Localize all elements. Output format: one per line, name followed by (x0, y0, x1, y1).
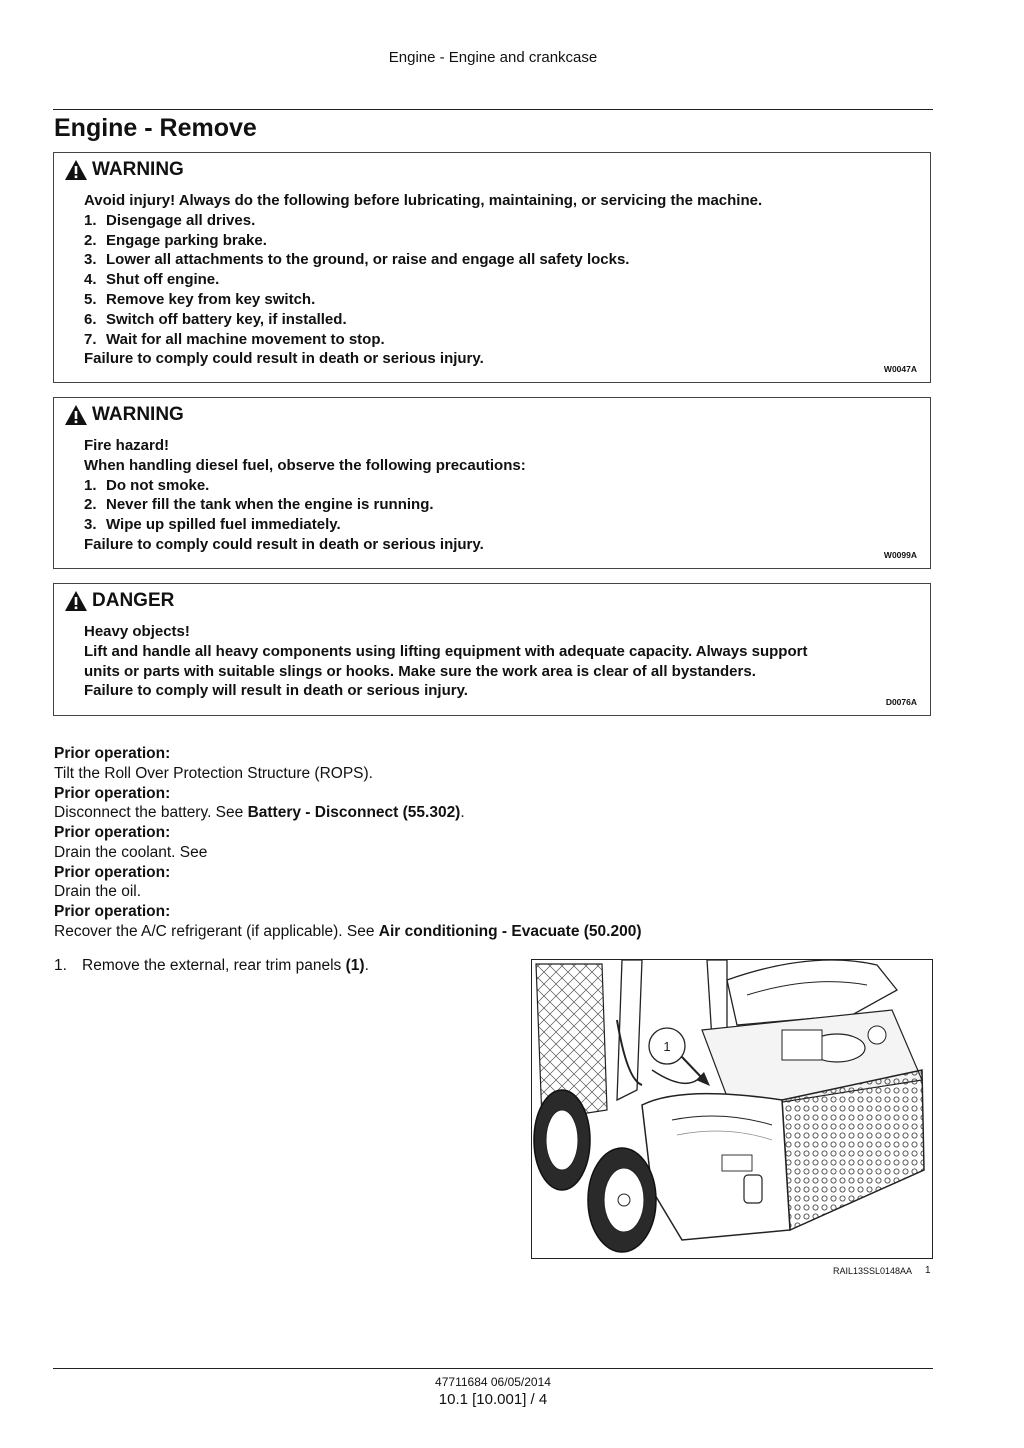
prior-label: Prior operation: (54, 863, 171, 881)
box-line: Heavy objects! (84, 623, 190, 640)
box-line: When handling diesel fuel, observe the following precautions: (84, 456, 526, 474)
footer-page-number: 10.1 [10.001] / 4 (438, 1391, 548, 1408)
callout-arrow (682, 1057, 702, 1078)
cross-reference-link[interactable]: Air conditioning - Evacuate (50.200) (378, 922, 642, 940)
box-type-label: WARNING (92, 404, 184, 425)
prior-label: Prior operation: (54, 745, 171, 762)
list-item: 2. Engage parking brake. (84, 231, 267, 249)
list-item: 5. Remove key from key switch. (84, 290, 316, 308)
header-rule (53, 109, 933, 110)
danger-box (53, 583, 931, 716)
box-line: units or parts with suitable slings or hooks. Make sure the work area is clear of all bystanders. (84, 662, 756, 680)
warning-box-2 (53, 397, 931, 569)
warning-triangle-icon (64, 590, 88, 612)
list-item: 3. Lower all attachments to the ground, or raise and engage all safety locks. (84, 251, 630, 269)
prior-text: Tilt the Roll Over Protection Structure (ROPS). (54, 764, 373, 782)
prior-label: Prior operation: (54, 824, 171, 841)
callout-number: 1 (663, 1039, 671, 1054)
warning-triangle-icon (64, 159, 88, 181)
list-item: 3. Wipe up spilled fuel immediately. (84, 516, 341, 534)
list-item: 1. Disengage all drives. (84, 211, 256, 229)
prior-text: Drain the oil. (54, 883, 142, 901)
warning-box-1 (53, 152, 931, 383)
prior-label: Prior operation: (54, 903, 171, 920)
cross-reference-link[interactable]: Battery - Disconnect (55.302) (247, 804, 461, 822)
box-line: Avoid injury! Always do the following before lubricating, maintaining, or servicing the machine. (84, 192, 763, 209)
box-footer: Failure to comply will result in death or serious injury. (84, 682, 468, 700)
figure-caption: RAIL13SSL0148AA (833, 1266, 913, 1276)
figure-skid-steer-rear (531, 959, 933, 1259)
skid-steer-illustration (532, 960, 932, 1258)
list-item: 1. Do not smoke. (84, 476, 210, 494)
prior-text: Recover the A/C refrigerant (if applicable). See Air conditioning - Evacuate (50.200) (54, 922, 642, 940)
box-footer: Failure to comply could result in death or serious injury. (84, 535, 484, 553)
box-code: D0076A (885, 697, 917, 707)
box-line: Fire hazard! (84, 437, 170, 454)
procedure-step: 1. Remove the external, rear trim panels (1). (54, 957, 369, 974)
box-code: W0099A (883, 550, 917, 560)
footer-document-number: 47711684 06/05/2014 (435, 1375, 551, 1389)
footer-rule (53, 1368, 933, 1369)
prior-label: Prior operation: (54, 784, 171, 802)
box-type-label: DANGER (92, 590, 175, 611)
warning-triangle-icon (64, 404, 88, 426)
list-item: 6. Switch off battery key, if installed. (84, 310, 347, 328)
list-item: 2. Never fill the tank when the engine is running. (84, 496, 434, 514)
prior-text: Drain the coolant. See (54, 843, 208, 861)
page-title: Engine - Remove (54, 114, 257, 142)
running-header: Engine - Engine and crankcase (388, 49, 598, 66)
list-item: 7. Wait for all machine movement to stop. (84, 330, 385, 348)
prior-text: Disconnect the battery. See Battery - Disconnect (55.302). (54, 804, 465, 822)
callout-reference: (1) (345, 957, 365, 974)
prior-operations (54, 744, 642, 942)
list-item: 4. Shut off engine. (84, 271, 220, 289)
figure-number: 1 (925, 1265, 931, 1276)
box-code: W0047A (883, 364, 917, 374)
box-type-label: WARNING (92, 159, 184, 180)
box-footer: Failure to comply could result in death or serious injury. (84, 350, 484, 368)
box-line: Lift and handle all heavy components using lifting equipment with adequate capacity. Always support (84, 642, 808, 660)
